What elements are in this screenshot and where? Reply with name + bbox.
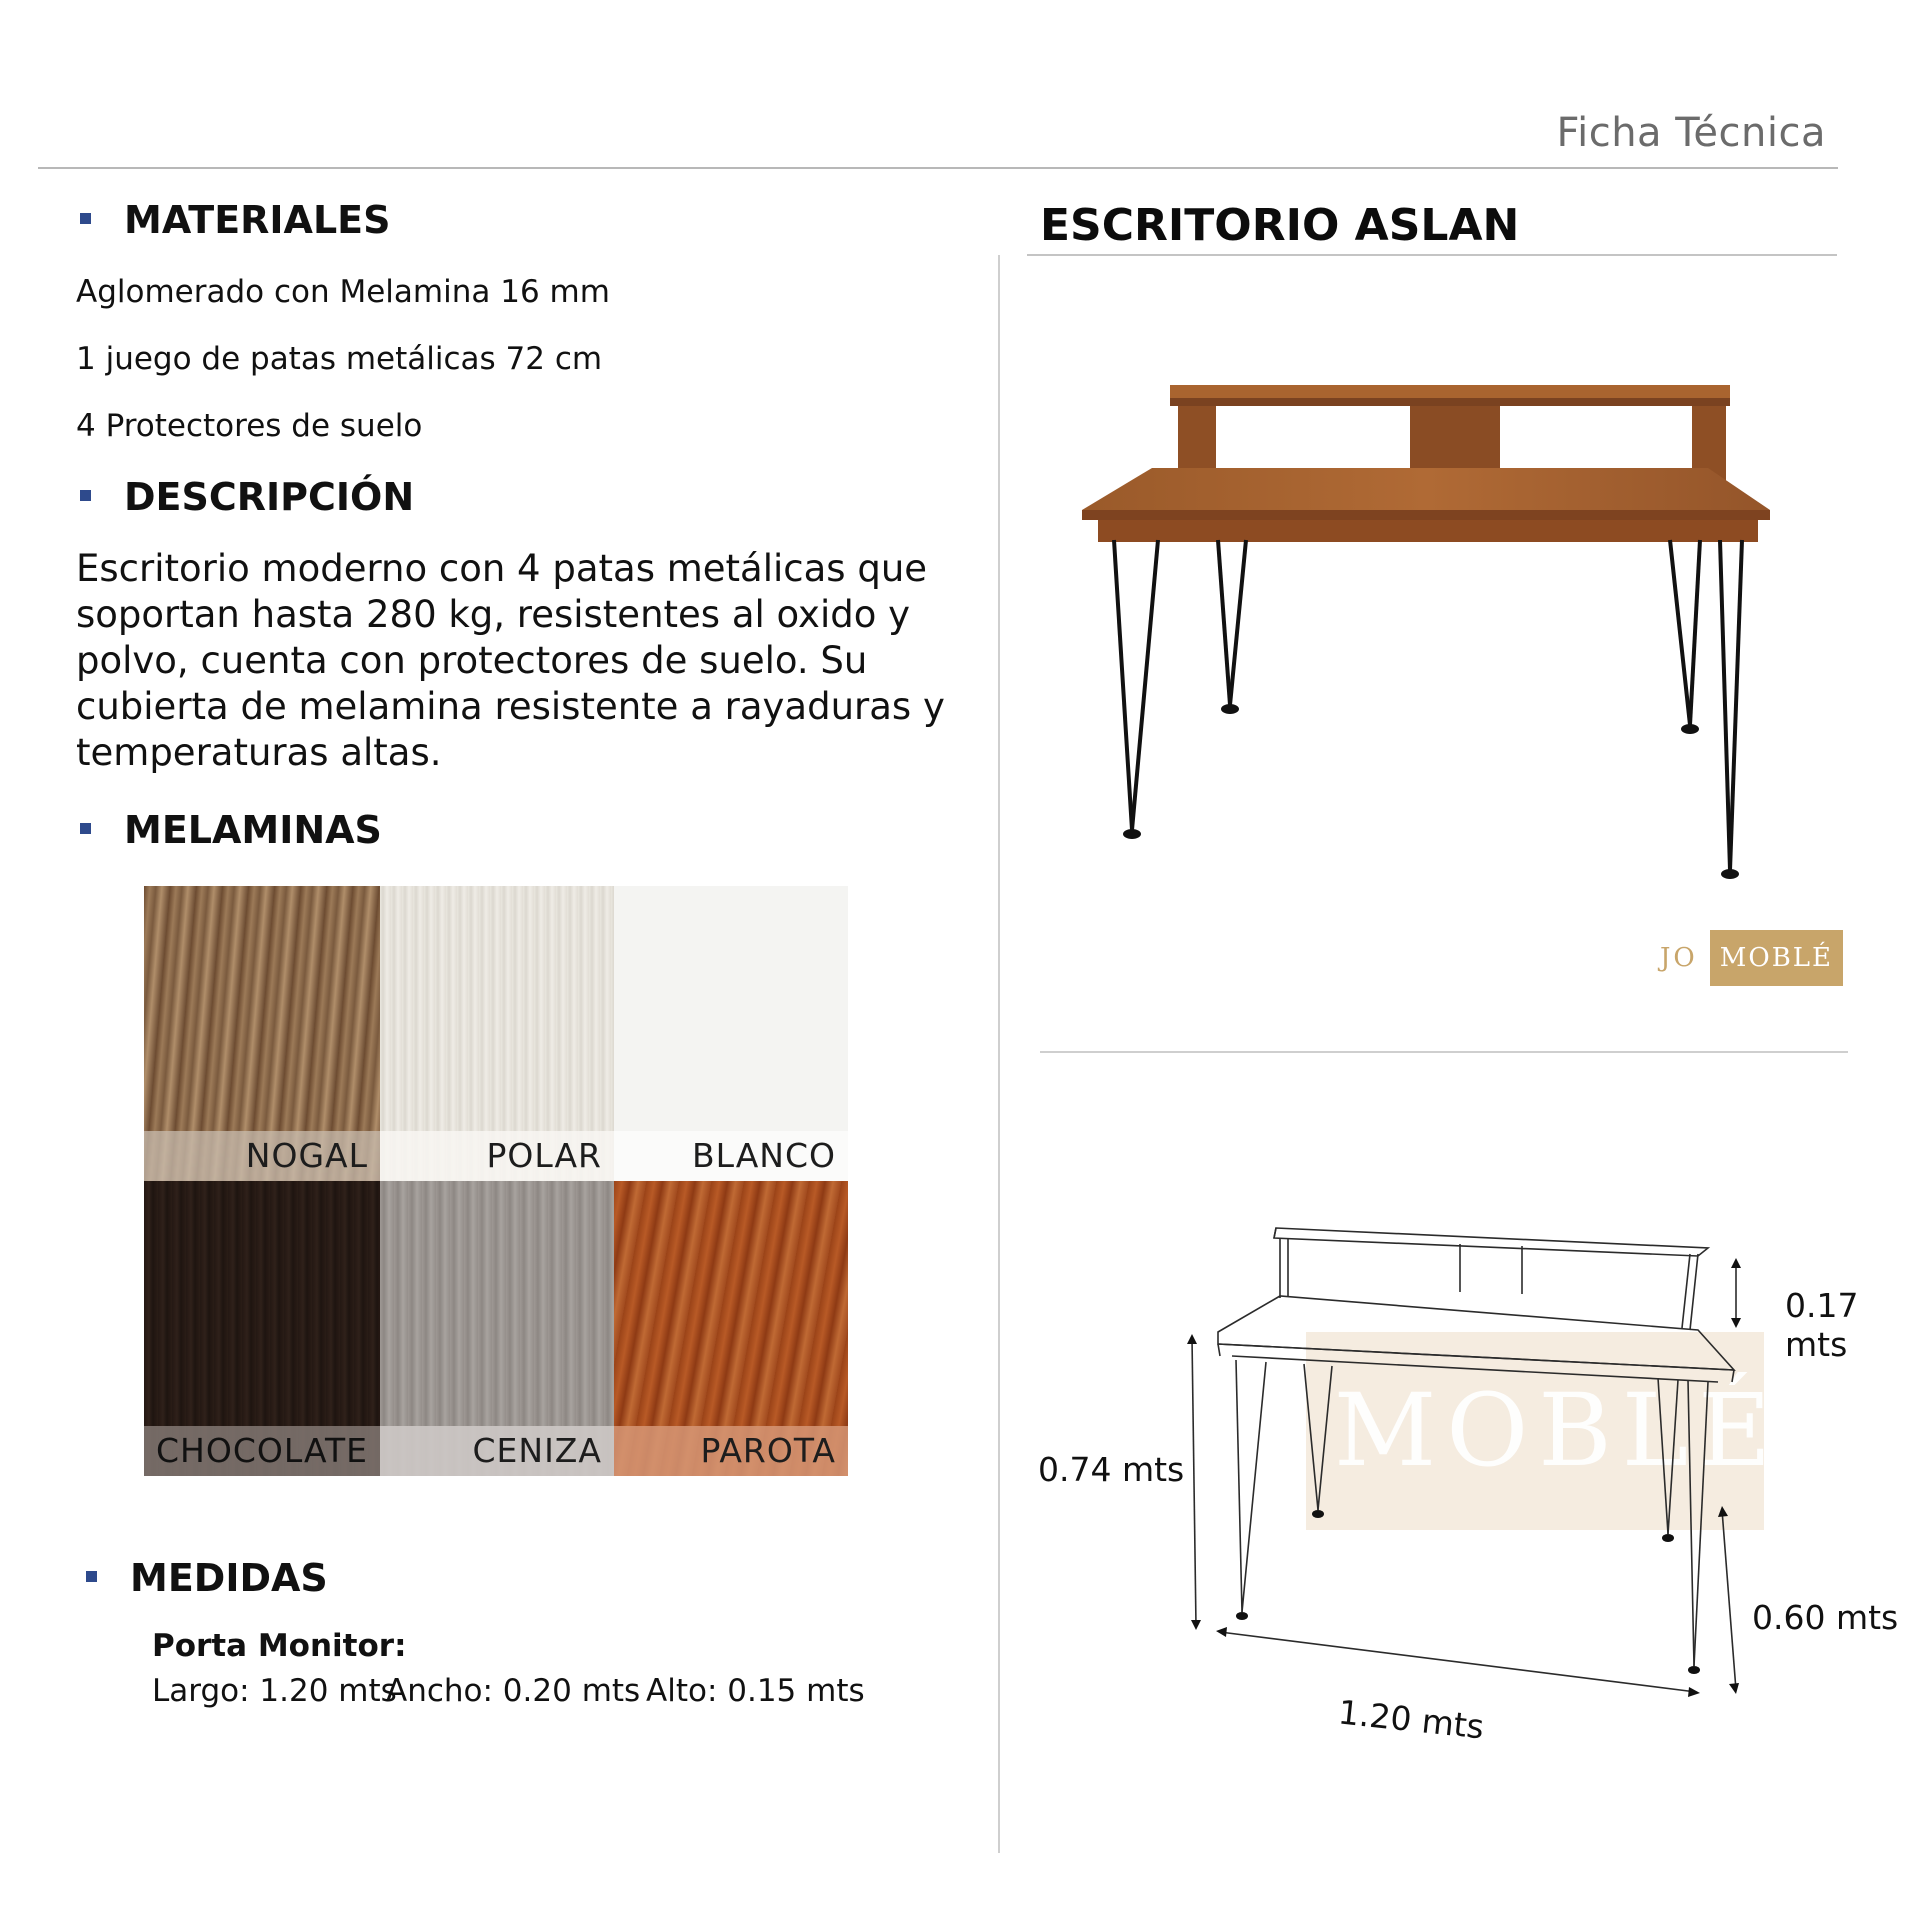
desk-product-image bbox=[1070, 370, 1790, 890]
material-item: 4 Protectores de suelo bbox=[76, 408, 423, 444]
section-divider bbox=[1040, 1051, 1848, 1053]
swatch-polar bbox=[380, 886, 614, 1181]
porta-monitor-label: Porta Monitor: bbox=[152, 1628, 407, 1664]
swatch-parota bbox=[614, 1181, 848, 1476]
swatch-chocolate bbox=[144, 1181, 380, 1476]
medida-alto: Alto: 0.15 mts bbox=[646, 1673, 865, 1709]
swatch-label: CENIZA bbox=[380, 1426, 614, 1476]
document-header-title: Ficha Técnica bbox=[1556, 110, 1826, 156]
logo-jo-text: JO bbox=[1660, 943, 1698, 973]
swatch-label: PAROTA bbox=[614, 1426, 848, 1476]
descripcion-heading: DESCRIPCIÓN bbox=[124, 475, 415, 519]
swatch-label: BLANCO bbox=[614, 1131, 848, 1181]
swatch-ceniza bbox=[380, 1181, 614, 1476]
melaminas-heading: MELAMINAS bbox=[124, 808, 382, 852]
dim-depth: 0.60 mts bbox=[1752, 1598, 1899, 1637]
swatch-blanco bbox=[614, 886, 848, 1181]
material-item: 1 juego de patas metálicas 72 cm bbox=[76, 341, 603, 377]
title-divider bbox=[1027, 254, 1837, 256]
brand-logo bbox=[1660, 930, 1843, 986]
bullet-icon bbox=[80, 213, 91, 224]
bullet-icon bbox=[80, 823, 91, 834]
logo-moble-text: MOBLÉ bbox=[1710, 930, 1843, 986]
dim-width: 1.20 mts bbox=[1336, 1692, 1486, 1747]
medida-largo: Largo: 1.20 mts bbox=[152, 1673, 397, 1709]
column-divider bbox=[998, 255, 1000, 1853]
medidas-heading: MEDIDAS bbox=[130, 1556, 328, 1600]
swatch-label: POLAR bbox=[380, 1131, 614, 1181]
bullet-icon bbox=[80, 490, 91, 501]
materiales-heading: MATERIALES bbox=[124, 198, 391, 242]
desk-dimension-diagram bbox=[1170, 1220, 1770, 1720]
material-item: Aglomerado con Melamina 16 mm bbox=[76, 274, 610, 310]
watermark-text: JO MOBLÉ bbox=[1150, 1372, 1782, 1489]
swatch-nogal bbox=[144, 886, 380, 1181]
melamina-swatch-grid bbox=[144, 886, 848, 1476]
swatch-label: CHOCOLATE bbox=[144, 1426, 380, 1476]
product-title: ESCRITORIO ASLAN bbox=[1040, 200, 1520, 251]
descripcion-text: Escritorio moderno con 4 patas metálicas que soportan hasta 280 kg, resistentes al oxido y polvo, cuenta con protectores de suelo. Su cubierta de melamina resistente a rayaduras y temperaturas altas. bbox=[76, 547, 945, 774]
medida-ancho: Ancho: 0.20 mts bbox=[386, 1673, 641, 1709]
dim-total-height: 0.74 mts bbox=[1038, 1450, 1185, 1489]
header-divider bbox=[38, 167, 1838, 169]
dim-shelf-height: 0.17 mts bbox=[1785, 1286, 1859, 1364]
bullet-icon bbox=[86, 1571, 97, 1582]
swatch-label: NOGAL bbox=[144, 1131, 380, 1181]
